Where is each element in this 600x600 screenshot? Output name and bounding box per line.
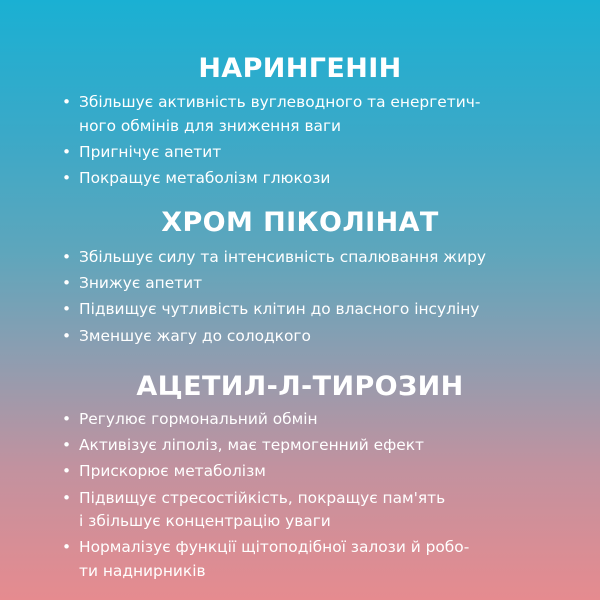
list-item-text: • Збільшує активність вуглеводного та енергетич- — [79, 93, 481, 111]
chromium-benefits-list — [62, 246, 582, 351]
list-item — [62, 167, 582, 191]
list-item-text: • Знижує апетит — [79, 274, 203, 293]
tyrosine-benefits-list — [62, 408, 582, 586]
list-item-text: • Підвищує стресостійкість, покращує пам'ять — [79, 488, 446, 507]
list-item-text: • Покращує метаболізм глюкози — [79, 168, 331, 187]
list-item — [62, 487, 582, 534]
list-item-text: • Пригнічує апетит — [79, 142, 222, 161]
list-item-text: • Зменшує жагу до солодкого — [79, 326, 311, 345]
list-item-text: ного обмінів для зниження ваги — [79, 116, 342, 135]
list-item-text: ти наднирників — [79, 561, 206, 580]
list-item — [62, 246, 582, 270]
list-item-text: і збільшує концентрацію уваги — [79, 512, 331, 531]
naringenin-benefits-list — [62, 91, 582, 193]
list-item-text: • Підвищує чутливість клітин до власного інсуліну — [79, 300, 480, 319]
section-title-chromium-picolinate: ХРОМ ПІКОЛІНАТ — [161, 207, 439, 238]
section-title-acetyl-tyrosine: АЦЕТИЛ-Л-ТИРОЗИН — [136, 371, 464, 402]
list-item — [62, 91, 582, 138]
list-item — [62, 298, 582, 322]
list-item — [62, 141, 582, 165]
list-item — [62, 434, 582, 458]
list-item-text: • Прискорює метаболізм — [79, 462, 266, 481]
list-item-text: • Збільшує силу та інтенсивність спалювання жиру — [79, 248, 487, 266]
list-item-text: • Активізує ліполіз, має термогенний ефект — [79, 436, 424, 455]
list-item-text: • Нормалізує функції щітоподібної залози й робо- — [79, 538, 470, 557]
list-item — [62, 460, 582, 484]
list-item — [62, 272, 582, 296]
list-item — [62, 325, 582, 349]
section-title-naringenin: НАРИНГЕНІН — [198, 53, 402, 84]
list-item — [62, 408, 582, 432]
list-item — [62, 536, 582, 583]
list-item-text: • Регулює гормональний обмін — [79, 410, 318, 428]
